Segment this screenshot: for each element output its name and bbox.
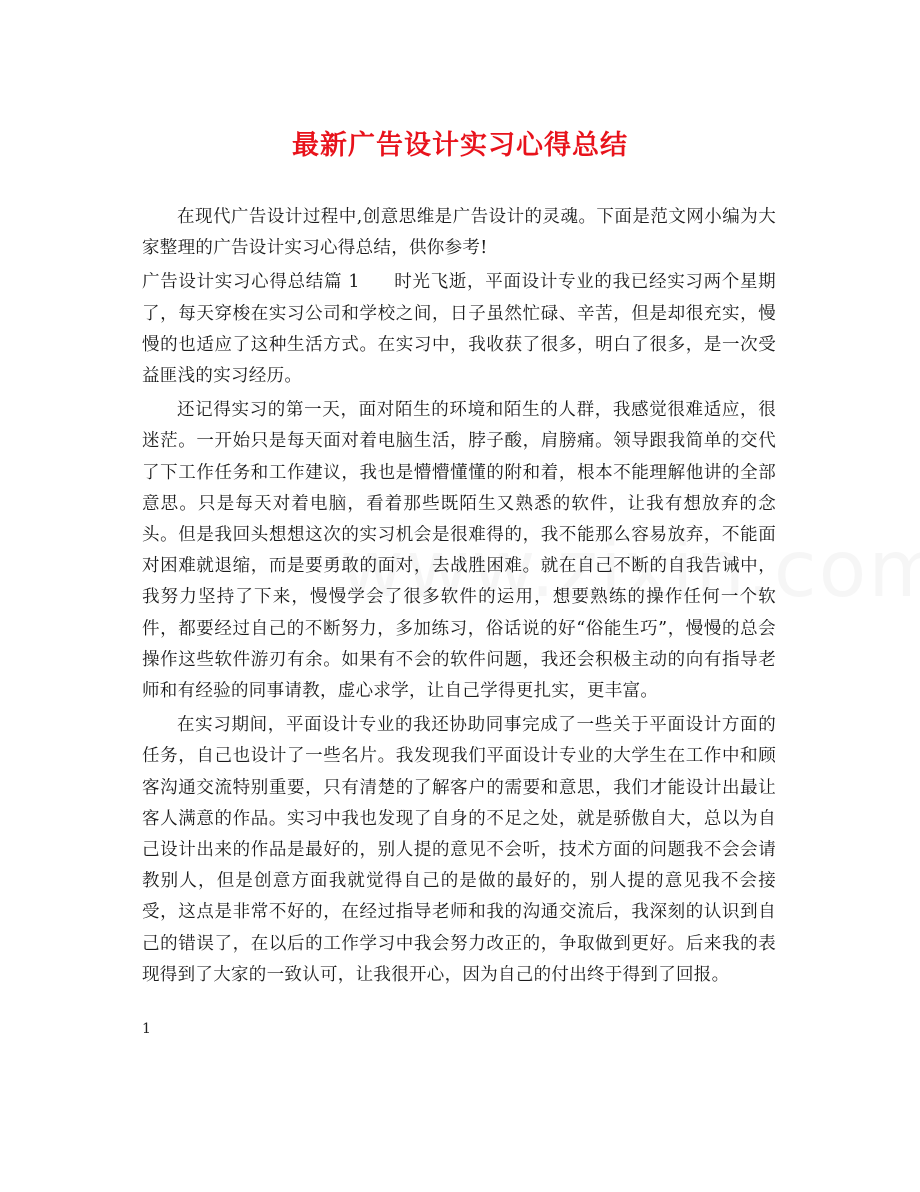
body-paragraph-2: 还记得实习的第一天，面对陌生的环境和陌生的人群，我感觉很难适应，很迷茫。一开始只是每天面对着电脑生活，脖子酸，肩膀痛。领导跟我简单的交代了下工作任务和工作建议，我也是懵懵懂懂的附和着，根本不能理解他讲的全部意思。只是每天对着电脑，看着那些既陌生又熟悉的软件，让我有想放弃的念头。但是我回头想想这次的实习机会是很难得的，我不能那么容易放弃，不能面对困难就退缩，而是要勇敢的面对，去战胜困难。就在自己不断的自我告诫中，我努力坚持了下来，慢慢学会了很多软件的运用，想要熟练的操作任何一个软件，都要经过自己的不断努力，多加练习，俗话说的好“俗能生巧”，慢慢的总会操作这些软件游刃有余。如果有不会的软件问题，我还会积极主动的向有指导老师和有经验的同事请教，虚心求学，让自己学得更扎实，更丰富。 [142, 400, 776, 702]
document-body [142, 202, 776, 991]
intro-paragraph: 在现代广告设计过程中,创意思维是广告设计的灵魂。下面是范文网小编为大家整理的广告设计实习心得总结，供你参考! [142, 207, 776, 259]
page-number: 1 [142, 1021, 151, 1037]
body-paragraph-3: 在实习期间，平面设计专业的我还协助同事完成了一些关于平面设计方面的任务，自己也设计了一些名片。我发现我们平面设计专业的大学生在工作中和顾客沟通交流特别重要，只有清楚的了解客户的需要和意思，我们才能设计出最让客人满意的作品。实习中我也发现了自身的不足之处，就是骄傲自大，总以为自己设计出来的作品是最好的，别人提的意见不会听，技术方面的问题我不会会请教别人，但是创意方面我就觉得自己的是做的最好的，别人提的意见我不会接受，这点是非常不好的，在经过指导老师和我的沟通交流后，我深刻的认识到自己的错误了，在以后的工作学习中我会努力改正的，争取做到更好。后来我的表现得到了大家的一致认可，让我很开心，因为自己的付出终于得到了回报。 [142, 715, 776, 985]
document-title: 最新广告设计实习心得总结 [292, 130, 628, 161]
section-heading: 广告设计实习心得总结篇 1 [142, 272, 360, 293]
section-paragraph-1 [142, 267, 776, 392]
section-first-paragraph: 时光飞逝，平面设计专业的我已经实习两个星期了，每天穿梭在实习公司和学校之间，日子虽然忙碌、辛苦，但是却很充实，慢慢的也适应了这种生活方式。在实习中，我收获了很多，明白了很多，是一次受益匪浅的实习经历。 [142, 272, 776, 387]
